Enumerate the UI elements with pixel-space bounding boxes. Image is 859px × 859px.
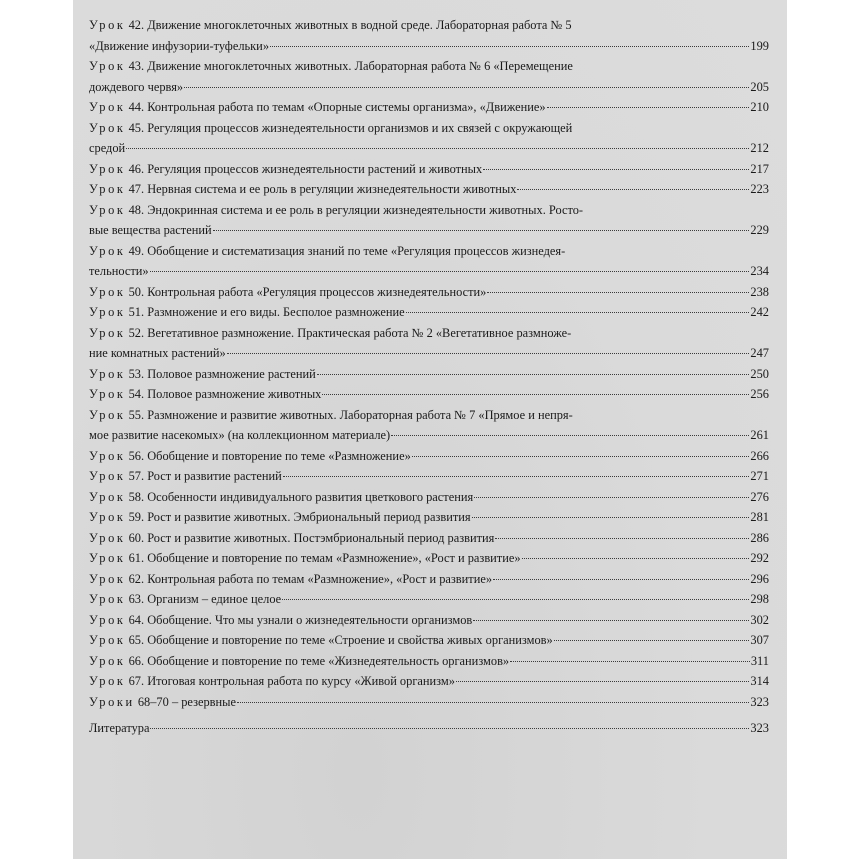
page-number: 205 [750,79,769,94]
page-number: 281 [750,510,769,524]
toc-entry-text [89,466,282,487]
toc-entry-first-line [89,56,769,77]
toc-entry [89,97,769,118]
lesson-number: 61. [128,551,145,565]
lesson-number: 66. [128,653,145,668]
table-of-contents [89,15,769,739]
dot-leader [213,230,750,231]
lesson-title: Рост и развитие животных. Постэмбриональный период развития [147,530,495,545]
lesson-label: Урок [89,325,126,340]
dot-leader [150,271,750,272]
toc-entry-line [89,548,769,569]
page-number: 307 [750,633,769,647]
lesson-title: Обобщение. Что мы узнали о жизнедеятельности организмов [147,612,473,627]
dot-leader [474,497,749,498]
lesson-title-continued: дождевого червя» [89,79,184,94]
page-number: 256 [750,387,769,401]
dot-leader [406,312,750,313]
page-number: 261 [750,428,769,442]
toc-entry [89,630,769,651]
toc-entry [89,651,769,672]
dot-leader [282,599,749,600]
lesson-title: Вегетативное размножение. Практическая работа № 2 «Вегетативное размноже- [147,325,572,340]
lesson-title-continued: тельности» [89,264,149,278]
toc-entry-first-line [89,323,769,344]
lesson-label: Урок [89,59,126,73]
toc-entry [89,200,769,241]
lesson-number: 52. [128,325,145,340]
dot-leader [554,640,750,641]
toc-entry-line [89,384,769,405]
toc-entry [89,671,769,692]
page-number: 247 [750,346,769,360]
toc-entry-text [89,364,316,385]
toc-entry-line [89,651,769,672]
toc-entry [89,384,769,405]
toc-entry [89,118,769,159]
toc-entry-text [89,282,486,303]
lesson-title: Контрольная работа «Регуляция процессов жизнедеятельности» [147,284,487,299]
toc-entry-line [89,282,769,303]
toc-entry [89,302,769,323]
lesson-number: 65. [128,633,145,647]
lesson-label: Урок [89,305,126,319]
toc-entry [89,179,769,200]
lesson-label: Урок [89,407,126,422]
toc-entry-text [89,569,492,590]
toc-entry [89,589,769,610]
lesson-title: Рост и развитие растений [147,469,282,483]
dot-leader [237,702,749,703]
lesson-number: 67. [128,674,145,688]
toc-entry-last-line [89,425,769,446]
lesson-label: Урок [89,120,126,135]
lesson-label: Урок [89,674,126,688]
lesson-title: Контрольная работа по темам «Опорные системы организма», «Движение» [147,100,546,114]
page-number: 314 [750,674,769,688]
page-number: 276 [750,489,769,504]
page-number: 286 [750,530,769,545]
toc-entry-line [89,159,769,180]
toc-entry-first-line [89,405,769,426]
dot-leader [487,292,749,293]
dot-leader [456,681,749,682]
lesson-number: 43. [128,59,145,73]
page-number: 217 [750,161,769,176]
lesson-number: 55. [128,407,145,422]
lesson-title-continued: ние комнатных растений» [89,346,226,360]
lesson-title: Рост и развитие животных. Эмбриональный период развития [147,510,471,524]
toc-entry-text [89,589,281,610]
toc-entry [89,282,769,303]
dot-leader [150,728,749,729]
lesson-label: Урок [89,243,126,258]
toc-entry-last-line [89,77,769,98]
lesson-number: 53. [128,366,145,381]
toc-entry [89,466,769,487]
page-number: 266 [750,448,769,463]
toc-entry [89,446,769,467]
toc-entry-line [89,179,769,200]
lesson-label: Урок [89,448,126,463]
toc-entry-text [89,507,471,528]
toc-entry [89,56,769,97]
page-number: 296 [750,571,769,586]
lesson-title: Обобщение и систематизация знаний по теме «Регуляция процессов жизнедея- [147,243,566,258]
lesson-title: Половое размножение растений [147,366,316,381]
lesson-title: Эндокринная система и ее роль в регуляции жизнедеятельности животных. Росто- [147,202,584,217]
lesson-label: Урок [89,161,126,176]
toc-entry [89,610,769,631]
dot-leader [517,189,749,190]
toc-entry-text [89,302,405,323]
lesson-label: Урок [89,551,126,565]
lesson-label: Урок [89,18,126,32]
page-number: 199 [750,38,769,53]
book-page [73,0,787,859]
lesson-label: Урок [89,530,126,545]
toc-entry [89,692,769,713]
toc-entry-line [89,569,769,590]
lesson-label: Урок [89,510,126,524]
toc-entry-line [89,692,769,713]
toc-entry-line [89,671,769,692]
page-number: 298 [750,592,769,606]
lesson-label: Урок [89,489,126,504]
toc-entry-first-line [89,15,769,36]
dot-leader [522,558,750,559]
page-number: 323 [750,721,769,735]
dot-leader [322,394,749,395]
lesson-number: 62. [128,571,145,586]
toc-entry-line [89,589,769,610]
toc-entry-line [89,528,769,549]
lesson-label: Урок [89,571,126,586]
toc-entry-last-line [89,138,769,159]
toc-entry [89,241,769,282]
lesson-label: Урок [89,100,126,114]
lesson-number: 56. [128,448,145,463]
lesson-label: Урок [89,633,126,647]
page-number: 250 [750,366,769,381]
lesson-title: Итоговая контрольная работа по курсу «Живой организм» [147,674,455,688]
dot-leader [412,456,750,457]
page-number: 302 [750,612,769,627]
lesson-title: Нервная система и ее роль в регуляции жизнедеятельности животных [147,182,517,196]
toc-entry-first-line [89,241,769,262]
page-number: 323 [750,694,769,709]
toc-entry [89,507,769,528]
dot-leader [391,435,749,436]
toc-entry-last-line [89,36,769,57]
dot-leader [495,538,749,539]
lesson-label: Урок [89,387,126,401]
toc-entry [89,569,769,590]
lesson-number: 47. [128,182,145,196]
toc-entry [89,364,769,385]
lesson-title-continued: средой [89,141,126,155]
lesson-title: Организм – единое целое [147,592,282,606]
lesson-title: Размножение и его виды. Бесполое размножение [147,305,405,319]
toc-entry-text [89,692,236,713]
page-number: 311 [750,653,769,668]
page-number: 242 [750,305,769,319]
page-number: 223 [750,182,769,196]
lesson-number: 46. [128,161,145,176]
toc-entry-last-line [89,220,769,241]
lesson-title: Контрольная работа по темам «Размножение», «Рост и развитие» [147,571,493,586]
lesson-title: Половое размножение животных [147,387,322,401]
lesson-title: Движение многоклеточных животных в водной среде. Лабораторная работа № 5 [147,18,572,32]
toc-entry-text [89,446,411,467]
toc-entry-text [89,487,473,508]
lesson-number: 60. [128,530,145,545]
lesson-number: 51. [128,305,145,319]
lesson-title-continued: «Движение инфузории-туфельки» [89,38,270,53]
lesson-title: Обобщение и повторение по теме «Размножение» [147,448,411,463]
dot-leader [283,476,750,477]
page-number: 229 [750,223,769,237]
dot-leader [493,579,749,580]
page-number: 210 [750,100,769,114]
dot-leader [126,148,749,149]
toc-entry-text [89,528,494,549]
dot-leader [547,107,750,108]
dot-leader [473,620,749,621]
lesson-label: Урок [89,366,126,381]
toc-entry-text [89,179,516,200]
toc-entry-line [89,610,769,631]
lesson-number: 68–70 [137,694,169,709]
toc-entry [89,15,769,56]
dot-leader [317,374,750,375]
dot-leader [270,46,749,47]
lesson-number: 49. [128,243,145,258]
toc-entry-first-line [89,200,769,221]
lesson-title: Обобщение и повторение по темам «Размножение», «Рост и развитие» [147,551,521,565]
dot-leader [227,353,750,354]
toc-entry-line [89,97,769,118]
lesson-number: 58. [128,489,145,504]
lesson-title: Регуляция процессов жизнедеятельности растений и животных [147,161,483,176]
lesson-label: Урок [89,182,126,196]
page-number: 234 [750,264,769,278]
toc-entry-first-line [89,118,769,139]
lesson-title: Размножение и развитие животных. Лабораторная работа № 7 «Прямое и непря- [147,407,573,422]
page-number: 212 [750,141,769,155]
lesson-title: Особенности индивидуального развития цветкового растения [147,489,474,504]
lesson-label: Урок [89,653,126,668]
lesson-title: Обобщение и повторение по теме «Жизнедеятельность организмов» [147,653,510,668]
literature-label: Литература [89,721,150,735]
toc-entry [89,487,769,508]
toc-entry-line [89,364,769,385]
lesson-label: Урок [89,612,126,627]
lesson-title: Обобщение и повторение по теме «Строение и свойства живых организмов» [147,633,553,647]
toc-literature [89,718,769,739]
dot-leader [510,661,750,662]
toc-entry-line [89,630,769,651]
lesson-number: 63. [128,592,145,606]
dot-leader [483,169,749,170]
page-number: 292 [750,551,769,565]
page-number: 271 [750,469,769,483]
toc-entry [89,405,769,446]
toc-entry-text [89,630,553,651]
lesson-number: 57. [128,469,145,483]
toc-entry-text [89,671,455,692]
toc-entry-line [89,487,769,508]
lesson-label: Урок [89,592,126,606]
toc-entry-line [89,446,769,467]
toc-entry-last-line [89,261,769,282]
toc-entry-text [89,384,321,405]
lesson-number: 48. [128,202,145,217]
dot-leader [184,87,749,88]
lesson-number: 64. [128,612,145,627]
toc-entry-text [89,651,509,672]
lesson-title: Движение многоклеточных животных. Лабораторная работа № 6 «Перемещение [147,59,573,73]
lesson-title: – резервные [171,694,236,709]
lesson-label: Урок [89,469,126,483]
toc-entry [89,323,769,364]
toc-entry-line [89,302,769,323]
toc-entry [89,548,769,569]
lesson-number: 50. [128,284,145,299]
lesson-label: Уроки [89,694,135,709]
toc-entry-text [89,610,472,631]
lesson-title-continued: мое развитие насекомых» (на коллекционном материале) [89,428,391,442]
toc-entry-text [89,548,521,569]
lesson-number: 59. [128,510,145,524]
toc-entry-line [89,507,769,528]
toc-entry [89,159,769,180]
toc-entry [89,528,769,549]
lesson-number: 54. [128,387,145,401]
toc-entry-text [89,97,546,118]
lesson-number: 42. [128,18,145,32]
lesson-title: Регуляция процессов жизнедеятельности организмов и их связей с окружающей [147,120,573,135]
lesson-label: Урок [89,284,126,299]
toc-entry-text [89,159,482,180]
toc-entry-last-line [89,343,769,364]
lesson-number: 45. [128,120,145,135]
lesson-title-continued: вые вещества растений [89,223,212,237]
page-number: 238 [750,284,769,299]
dot-leader [472,517,750,518]
toc-entry-line [89,466,769,487]
lesson-label: Урок [89,202,126,217]
lesson-number: 44. [128,100,145,114]
